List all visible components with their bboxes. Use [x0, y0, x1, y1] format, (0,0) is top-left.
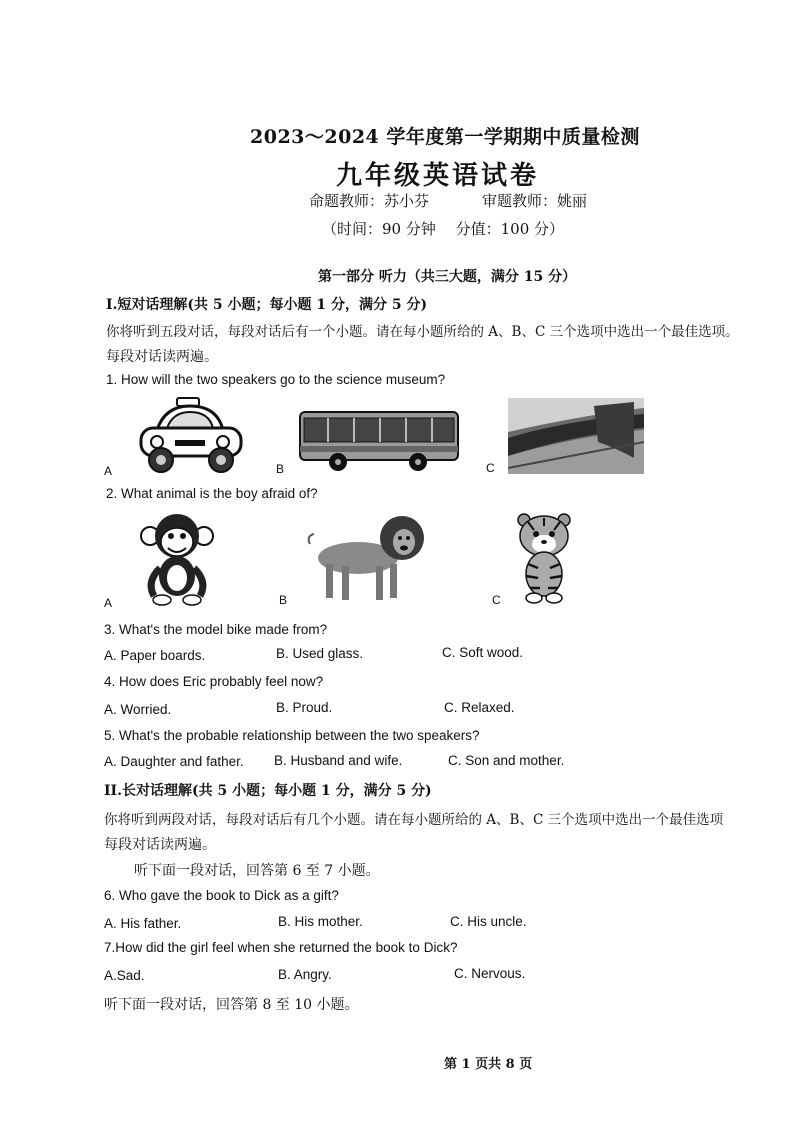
q7-option-b: B. Angry. [278, 967, 332, 982]
q6-option-c: C. His uncle. [450, 914, 527, 929]
page-number: 第 1 页共 8 页 [444, 1057, 533, 1072]
section1-heading: I.短对话理解(共 5 小题；每小题 1 分，满分 5 分) [106, 297, 428, 313]
section2-instruction: 你将听到两段对话，每段对话后有几个小题。请在每小题所给的 A、B、C 三个选项中选出一个最佳选项 [104, 812, 724, 828]
section2-heading: II.长对话理解(共 5 小题；每小题 1 分，满分 5 分) [104, 783, 432, 799]
question-6: 6. Who gave the book to Dick as a gift? [104, 888, 339, 903]
question-5: 5. What's the probable relationship between the two speakers? [104, 728, 480, 743]
q3-option-a: A. Paper boards. [104, 648, 206, 663]
q1-option-c-label: C [486, 461, 495, 475]
dialogue-intro-1: 听下面一段对话，回答第 6 至 7 小题。 [134, 863, 380, 879]
q5-option-c: C. Son and mother. [448, 753, 565, 768]
q5-option-a: A. Daughter and father. [104, 754, 244, 769]
question-7: 7.How did the girl feel when she returned the book to Dick? [104, 940, 458, 955]
q7-option-a: A.Sad. [104, 968, 145, 983]
monkey-image [140, 512, 214, 606]
question-2: 2. What animal is the boy afraid of? [106, 486, 318, 501]
question-4: 4. How does Eric probably feel now? [104, 674, 324, 689]
q2-option-b-label: B [279, 593, 288, 607]
dialogue-intro-2: 听下面一段对话，回答第 8 至 10 小题。 [104, 997, 359, 1013]
q6-option-b: B. His mother. [278, 914, 363, 929]
q4-option-b: B. Proud. [276, 700, 333, 715]
reviewer-label: 审题教师：姚丽 [482, 192, 588, 210]
q5-option-b: B. Husband and wife. [274, 753, 403, 768]
question-3: 3. What's the model bike made from? [104, 622, 328, 637]
time-score-label: （时间：90 分钟 分值：100 分） [322, 220, 565, 238]
q7-option-c: C. Nervous. [454, 966, 526, 981]
q1-option-b-label: B [276, 462, 285, 476]
subway-image [508, 398, 644, 474]
lion-image [306, 516, 426, 606]
tiger-image [510, 512, 578, 604]
q3-option-b: B. Used glass. [276, 646, 364, 661]
exam-subtitle: 九年级英语试卷 [336, 161, 540, 191]
question-1: 1. How will the two speakers go to the science museum? [106, 372, 446, 387]
q2-option-c-label: C [492, 593, 501, 607]
exam-title: 2023～2024 学年度第一学期期中质量检测 [250, 126, 640, 148]
q2-option-a-label: A [104, 596, 113, 610]
author-label: 命题教师：苏小芬 [309, 192, 430, 210]
taxi-image [135, 396, 245, 474]
section1-instruction-2: 每段对话读两遍。 [106, 349, 218, 365]
q6-option-a: A. His father. [104, 916, 182, 931]
q4-option-a: A. Worried. [104, 702, 172, 717]
bus-image [298, 408, 462, 472]
q4-option-c: C. Relaxed. [444, 700, 515, 715]
q3-option-c: C. Soft wood. [442, 645, 524, 660]
section2-instruction-2: 每段对话读两遍。 [104, 837, 216, 853]
part1-heading: 第一部分 听力（共三大题，满分 15 分） [318, 269, 577, 285]
section1-instruction: 你将听到五段对话，每段对话后有一个小题。请在每小题所给的 A、B、C 三个选项中选出一个最佳选项。 [106, 324, 739, 340]
q1-option-a-label: A [104, 464, 113, 478]
